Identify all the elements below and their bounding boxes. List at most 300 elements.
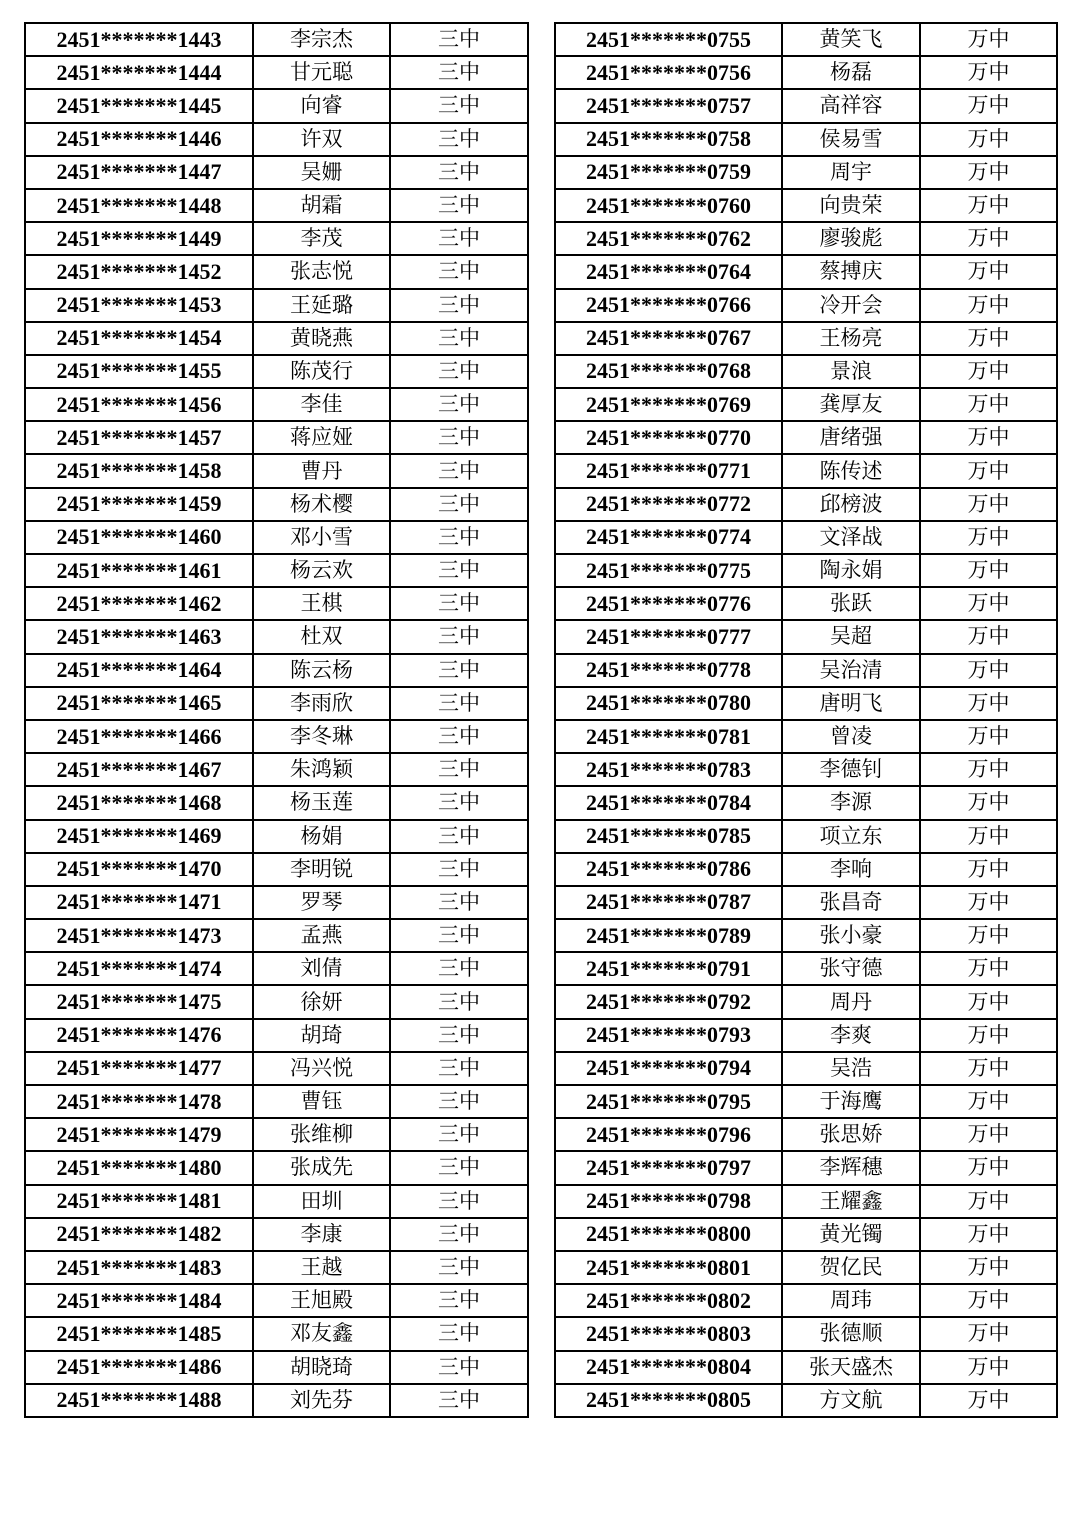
name-cell: 李佳 <box>253 388 390 421</box>
name-cell: 王越 <box>253 1251 390 1284</box>
table-row <box>555 687 1057 720</box>
school-cell: 万中 <box>920 1151 1057 1184</box>
name-cell: 杨术樱 <box>253 488 390 521</box>
name-cell: 李宗杰 <box>253 23 390 56</box>
name-cell: 张思娇 <box>782 1118 920 1151</box>
id-cell: 2451*******1443 <box>25 23 253 56</box>
name-cell: 张德顺 <box>782 1317 920 1350</box>
id-cell: 2451*******1467 <box>25 753 253 786</box>
school-cell: 万中 <box>920 521 1057 554</box>
school-cell: 万中 <box>920 1052 1057 1085</box>
school-cell: 三中 <box>390 554 528 587</box>
school-cell: 三中 <box>390 1384 528 1417</box>
table-row <box>25 753 528 786</box>
table-row <box>555 820 1057 853</box>
id-cell: 2451*******1483 <box>25 1251 253 1284</box>
name-cell: 文泽战 <box>782 521 920 554</box>
id-cell: 2451*******1469 <box>25 820 253 853</box>
name-cell: 李爽 <box>782 1019 920 1052</box>
id-cell: 2451*******0786 <box>555 853 782 886</box>
id-cell: 2451*******0798 <box>555 1185 782 1218</box>
school-cell: 三中 <box>390 189 528 222</box>
school-cell: 三中 <box>390 853 528 886</box>
school-cell: 三中 <box>390 388 528 421</box>
name-cell: 李冬琳 <box>253 720 390 753</box>
school-cell: 万中 <box>920 322 1057 355</box>
id-cell: 2451*******1457 <box>25 421 253 454</box>
school-cell: 三中 <box>390 1151 528 1184</box>
left-roster-table <box>24 22 529 1418</box>
name-cell: 张志悦 <box>253 255 390 288</box>
id-cell: 2451*******1452 <box>25 255 253 288</box>
table-row <box>555 1019 1057 1052</box>
name-cell: 冯兴悦 <box>253 1052 390 1085</box>
table-row <box>555 985 1057 1018</box>
id-cell: 2451*******0756 <box>555 56 782 89</box>
table-row <box>25 1317 528 1350</box>
table-row <box>25 720 528 753</box>
name-cell: 王旭殿 <box>253 1284 390 1317</box>
school-cell: 三中 <box>390 521 528 554</box>
table-row <box>555 853 1057 886</box>
id-cell: 2451*******0770 <box>555 421 782 454</box>
table-row <box>555 620 1057 653</box>
name-cell: 吴姗 <box>253 156 390 189</box>
name-cell: 吴治清 <box>782 654 920 687</box>
id-cell: 2451*******0785 <box>555 820 782 853</box>
id-cell: 2451*******0772 <box>555 488 782 521</box>
name-cell: 周丹 <box>782 985 920 1018</box>
table-row <box>555 1052 1057 1085</box>
school-cell: 万中 <box>920 1251 1057 1284</box>
id-cell: 2451*******1464 <box>25 654 253 687</box>
id-cell: 2451*******0757 <box>555 89 782 122</box>
table-row <box>555 355 1057 388</box>
id-cell: 2451*******1485 <box>25 1317 253 1350</box>
name-cell: 贺亿民 <box>782 1251 920 1284</box>
name-cell: 吴超 <box>782 620 920 653</box>
id-cell: 2451*******1470 <box>25 853 253 886</box>
table-row <box>25 1118 528 1151</box>
id-cell: 2451*******1471 <box>25 886 253 919</box>
id-cell: 2451*******1458 <box>25 454 253 487</box>
name-cell: 景浪 <box>782 355 920 388</box>
school-cell: 三中 <box>390 355 528 388</box>
id-cell: 2451*******0793 <box>555 1019 782 1052</box>
table-row <box>555 1218 1057 1251</box>
name-cell: 胡琦 <box>253 1019 390 1052</box>
name-cell: 张昌奇 <box>782 886 920 919</box>
name-cell: 蔡搏庆 <box>782 255 920 288</box>
school-cell: 三中 <box>390 985 528 1018</box>
table-row <box>555 156 1057 189</box>
id-cell: 2451*******0804 <box>555 1351 782 1384</box>
name-cell: 罗琴 <box>253 886 390 919</box>
name-cell: 唐绪强 <box>782 421 920 454</box>
id-cell: 2451*******1473 <box>25 919 253 952</box>
school-cell: 万中 <box>920 123 1057 156</box>
id-cell: 2451*******1462 <box>25 587 253 620</box>
id-cell: 2451*******1444 <box>25 56 253 89</box>
school-cell: 万中 <box>920 853 1057 886</box>
name-cell: 唐明飞 <box>782 687 920 720</box>
name-cell: 张天盛杰 <box>782 1351 920 1384</box>
table-row <box>555 488 1057 521</box>
table-row <box>25 1085 528 1118</box>
id-cell: 2451*******1478 <box>25 1085 253 1118</box>
id-cell: 2451*******0781 <box>555 720 782 753</box>
school-cell: 万中 <box>920 985 1057 1018</box>
table-row <box>25 123 528 156</box>
table-row <box>25 853 528 886</box>
table-row <box>555 1118 1057 1151</box>
school-cell: 万中 <box>920 289 1057 322</box>
name-cell: 陈云杨 <box>253 654 390 687</box>
name-cell: 吴浩 <box>782 1052 920 1085</box>
id-cell: 2451*******1455 <box>25 355 253 388</box>
school-cell: 三中 <box>390 1351 528 1384</box>
table-row <box>25 156 528 189</box>
id-cell: 2451*******0771 <box>555 454 782 487</box>
name-cell: 邱榜波 <box>782 488 920 521</box>
name-cell: 许双 <box>253 123 390 156</box>
id-cell: 2451*******0776 <box>555 587 782 620</box>
table-row <box>555 554 1057 587</box>
table-row <box>555 1351 1057 1384</box>
school-cell: 万中 <box>920 786 1057 819</box>
school-cell: 三中 <box>390 687 528 720</box>
id-cell: 2451*******0800 <box>555 1218 782 1251</box>
id-cell: 2451*******0780 <box>555 687 782 720</box>
table-row <box>25 56 528 89</box>
id-cell: 2451*******1453 <box>25 289 253 322</box>
id-cell: 2451*******1447 <box>25 156 253 189</box>
name-cell: 刘倩 <box>253 952 390 985</box>
school-cell: 三中 <box>390 56 528 89</box>
school-cell: 三中 <box>390 1251 528 1284</box>
table-row <box>555 952 1057 985</box>
name-cell: 张成先 <box>253 1151 390 1184</box>
id-cell: 2451*******1454 <box>25 322 253 355</box>
school-cell: 万中 <box>920 156 1057 189</box>
school-cell: 万中 <box>920 554 1057 587</box>
school-cell: 万中 <box>920 255 1057 288</box>
id-cell: 2451*******0759 <box>555 156 782 189</box>
school-cell: 三中 <box>390 654 528 687</box>
name-cell: 陈传述 <box>782 454 920 487</box>
school-cell: 万中 <box>920 919 1057 952</box>
table-row <box>25 786 528 819</box>
school-cell: 万中 <box>920 89 1057 122</box>
table-row <box>555 1151 1057 1184</box>
table-row <box>25 1251 528 1284</box>
id-cell: 2451*******0803 <box>555 1317 782 1350</box>
school-cell: 三中 <box>390 1118 528 1151</box>
id-cell: 2451*******1449 <box>25 222 253 255</box>
school-cell: 万中 <box>920 620 1057 653</box>
id-cell: 2451*******1479 <box>25 1118 253 1151</box>
id-cell: 2451*******0805 <box>555 1384 782 1417</box>
table-row <box>555 421 1057 454</box>
table-row <box>25 1351 528 1384</box>
table-row <box>25 23 528 56</box>
school-cell: 三中 <box>390 820 528 853</box>
id-cell: 2451*******0767 <box>555 322 782 355</box>
name-cell: 李德钊 <box>782 753 920 786</box>
id-cell: 2451*******1482 <box>25 1218 253 1251</box>
table-row <box>25 1284 528 1317</box>
name-cell: 周玮 <box>782 1284 920 1317</box>
school-cell: 三中 <box>390 1284 528 1317</box>
name-cell: 杨磊 <box>782 56 920 89</box>
name-cell: 项立东 <box>782 820 920 853</box>
table-row <box>25 454 528 487</box>
school-cell: 三中 <box>390 753 528 786</box>
id-cell: 2451*******1463 <box>25 620 253 653</box>
name-cell: 周宇 <box>782 156 920 189</box>
school-cell: 三中 <box>390 89 528 122</box>
table-row <box>25 985 528 1018</box>
school-cell: 万中 <box>920 1085 1057 1118</box>
school-cell: 万中 <box>920 687 1057 720</box>
id-cell: 2451*******0766 <box>555 289 782 322</box>
school-cell: 万中 <box>920 720 1057 753</box>
table-row <box>25 1019 528 1052</box>
school-cell: 三中 <box>390 255 528 288</box>
name-cell: 王延璐 <box>253 289 390 322</box>
school-cell: 三中 <box>390 1019 528 1052</box>
table-row <box>555 786 1057 819</box>
id-cell: 2451*******0762 <box>555 222 782 255</box>
id-cell: 2451*******0784 <box>555 786 782 819</box>
name-cell: 李茂 <box>253 222 390 255</box>
name-cell: 王棋 <box>253 587 390 620</box>
id-cell: 2451*******0802 <box>555 1284 782 1317</box>
school-cell: 三中 <box>390 587 528 620</box>
name-cell: 向睿 <box>253 89 390 122</box>
school-cell: 三中 <box>390 919 528 952</box>
school-cell: 万中 <box>920 56 1057 89</box>
table-row <box>25 322 528 355</box>
school-cell: 万中 <box>920 1019 1057 1052</box>
name-cell: 向贵荣 <box>782 189 920 222</box>
right-roster-table <box>554 22 1058 1418</box>
name-cell: 刘先芬 <box>253 1384 390 1417</box>
school-cell: 三中 <box>390 786 528 819</box>
school-cell: 三中 <box>390 1317 528 1350</box>
table-row <box>25 687 528 720</box>
table-row <box>555 1185 1057 1218</box>
table-row <box>555 222 1057 255</box>
school-cell: 万中 <box>920 587 1057 620</box>
school-cell: 万中 <box>920 1185 1057 1218</box>
school-cell: 三中 <box>390 952 528 985</box>
table-row <box>555 56 1057 89</box>
table-row <box>25 952 528 985</box>
school-cell: 万中 <box>920 1284 1057 1317</box>
table-row <box>25 1384 528 1417</box>
table-row <box>25 620 528 653</box>
school-cell: 万中 <box>920 654 1057 687</box>
name-cell: 胡霜 <box>253 189 390 222</box>
id-cell: 2451*******0755 <box>555 23 782 56</box>
id-cell: 2451*******0797 <box>555 1151 782 1184</box>
name-cell: 龚厚友 <box>782 388 920 421</box>
school-cell: 万中 <box>920 454 1057 487</box>
name-cell: 徐妍 <box>253 985 390 1018</box>
name-cell: 黄光镯 <box>782 1218 920 1251</box>
table-row <box>555 189 1057 222</box>
table-row <box>555 1284 1057 1317</box>
table-row <box>555 587 1057 620</box>
id-cell: 2451*******1477 <box>25 1052 253 1085</box>
table-row <box>25 255 528 288</box>
name-cell: 邓友鑫 <box>253 1317 390 1350</box>
id-cell: 2451*******0801 <box>555 1251 782 1284</box>
id-cell: 2451*******0777 <box>555 620 782 653</box>
name-cell: 杨云欢 <box>253 554 390 587</box>
id-cell: 2451*******1486 <box>25 1351 253 1384</box>
table-row <box>25 421 528 454</box>
left-roster-body <box>25 23 528 1417</box>
table-row <box>555 388 1057 421</box>
table-row <box>25 587 528 620</box>
table-row <box>555 521 1057 554</box>
table-row <box>25 488 528 521</box>
table-row <box>555 454 1057 487</box>
id-cell: 2451*******0769 <box>555 388 782 421</box>
table-row <box>555 1085 1057 1118</box>
name-cell: 张跃 <box>782 587 920 620</box>
id-cell: 2451*******0783 <box>555 753 782 786</box>
name-cell: 方文航 <box>782 1384 920 1417</box>
name-cell: 杜双 <box>253 620 390 653</box>
id-cell: 2451*******0760 <box>555 189 782 222</box>
table-row <box>555 1384 1057 1417</box>
right-roster-body <box>555 23 1057 1417</box>
table-row <box>25 1052 528 1085</box>
table-row <box>25 521 528 554</box>
table-row <box>555 654 1057 687</box>
school-cell: 三中 <box>390 156 528 189</box>
id-cell: 2451*******0774 <box>555 521 782 554</box>
table-row <box>25 388 528 421</box>
table-row <box>555 89 1057 122</box>
school-cell: 三中 <box>390 421 528 454</box>
school-cell: 三中 <box>390 322 528 355</box>
school-cell: 万中 <box>920 488 1057 521</box>
id-cell: 2451*******0791 <box>555 952 782 985</box>
name-cell: 陶永娟 <box>782 554 920 587</box>
school-cell: 万中 <box>920 421 1057 454</box>
table-row <box>25 919 528 952</box>
name-cell: 杨玉莲 <box>253 786 390 819</box>
table-row <box>555 123 1057 156</box>
school-cell: 三中 <box>390 620 528 653</box>
id-cell: 2451*******0768 <box>555 355 782 388</box>
school-cell: 万中 <box>920 1118 1057 1151</box>
school-cell: 三中 <box>390 222 528 255</box>
id-cell: 2451*******1488 <box>25 1384 253 1417</box>
name-cell: 张守德 <box>782 952 920 985</box>
id-cell: 2451*******1460 <box>25 521 253 554</box>
id-cell: 2451*******0778 <box>555 654 782 687</box>
id-cell: 2451*******1466 <box>25 720 253 753</box>
name-cell: 王耀鑫 <box>782 1185 920 1218</box>
school-cell: 万中 <box>920 1384 1057 1417</box>
id-cell: 2451*******1465 <box>25 687 253 720</box>
name-cell: 曾凌 <box>782 720 920 753</box>
id-cell: 2451*******0795 <box>555 1085 782 1118</box>
school-cell: 三中 <box>390 488 528 521</box>
id-cell: 2451*******1445 <box>25 89 253 122</box>
school-cell: 万中 <box>920 189 1057 222</box>
table-row <box>555 1317 1057 1350</box>
table-row <box>25 189 528 222</box>
table-row <box>555 1251 1057 1284</box>
school-cell: 三中 <box>390 454 528 487</box>
table-row <box>555 322 1057 355</box>
table-row <box>555 886 1057 919</box>
school-cell: 万中 <box>920 1351 1057 1384</box>
id-cell: 2451*******1468 <box>25 786 253 819</box>
name-cell: 杨娟 <box>253 820 390 853</box>
id-cell: 2451*******0794 <box>555 1052 782 1085</box>
name-cell: 陈茂行 <box>253 355 390 388</box>
school-cell: 万中 <box>920 23 1057 56</box>
school-cell: 三中 <box>390 123 528 156</box>
table-row <box>555 289 1057 322</box>
name-cell: 张维柳 <box>253 1118 390 1151</box>
name-cell: 胡晓琦 <box>253 1351 390 1384</box>
table-row <box>25 89 528 122</box>
name-cell: 邓小雪 <box>253 521 390 554</box>
id-cell: 2451*******1484 <box>25 1284 253 1317</box>
school-cell: 三中 <box>390 1085 528 1118</box>
table-row <box>555 23 1057 56</box>
id-cell: 2451*******0775 <box>555 554 782 587</box>
id-cell: 2451*******0787 <box>555 886 782 919</box>
name-cell: 李雨欣 <box>253 687 390 720</box>
school-cell: 三中 <box>390 1052 528 1085</box>
name-cell: 高祥容 <box>782 89 920 122</box>
school-cell: 三中 <box>390 289 528 322</box>
school-cell: 万中 <box>920 820 1057 853</box>
school-cell: 三中 <box>390 1218 528 1251</box>
school-cell: 万中 <box>920 952 1057 985</box>
name-cell: 李源 <box>782 786 920 819</box>
name-cell: 曹钰 <box>253 1085 390 1118</box>
name-cell: 于海鹰 <box>782 1085 920 1118</box>
id-cell: 2451*******1456 <box>25 388 253 421</box>
id-cell: 2451*******1481 <box>25 1185 253 1218</box>
id-cell: 2451*******1480 <box>25 1151 253 1184</box>
id-cell: 2451*******1459 <box>25 488 253 521</box>
table-row <box>25 355 528 388</box>
table-row <box>25 1218 528 1251</box>
id-cell: 2451*******1475 <box>25 985 253 1018</box>
school-cell: 万中 <box>920 388 1057 421</box>
name-cell: 李明锐 <box>253 853 390 886</box>
id-cell: 2451*******1476 <box>25 1019 253 1052</box>
id-cell: 2451*******0792 <box>555 985 782 1018</box>
school-cell: 万中 <box>920 1317 1057 1350</box>
name-cell: 王杨亮 <box>782 322 920 355</box>
name-cell: 李辉穗 <box>782 1151 920 1184</box>
table-row <box>25 886 528 919</box>
school-cell: 三中 <box>390 23 528 56</box>
name-cell: 孟燕 <box>253 919 390 952</box>
